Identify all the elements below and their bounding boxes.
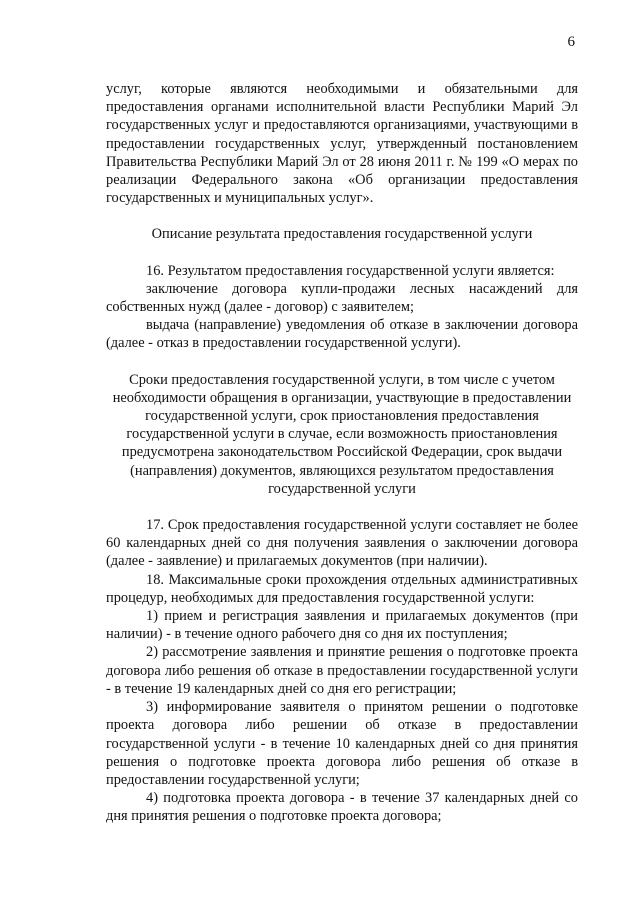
- page-number: 6: [567, 34, 575, 50]
- paragraph-18-item-3: 3) информирование заявителя о принятом решении о подготовке проекта договора либо решении об отказе в предоставлении государственной услуги - в течение 10 календарных дней со дня принятия решения о подготовке проекта договора либо решения об отказе в предоставлении государственной услуги;: [106, 699, 578, 788]
- intro-paragraph: услуг, которые являются необходимыми и обязательными для предоставления органами исполнительной власти Республики Марий Эл государственных услуг и предоставляются организациями, участвующими в предоставлении государственных услуг, утвержденный постановлением Правительства Республики Марий Эл от 28 июня 2011 г. № 199 «О мерах по реализации Федерального закона «Об организации предоставления государственных и муниципальных услуг».: [106, 81, 578, 207]
- paragraph-16: 16. Результатом предоставления государственной услуги является:: [146, 262, 555, 279]
- paragraph-17: 17. Срок предоставления государственной услуги составляет не более 60 календарных дней со дня получения заявления о заключении договора (далее - заявление) и прилагаемых документов (при наличии).: [106, 517, 578, 570]
- section-heading-result: Описание результата предоставления государственной услуги: [151, 226, 533, 243]
- paragraph-18: 18. Максимальные сроки прохождения отдельных административных процедур, необходимых для предоставления государственной услуги:: [106, 571, 578, 606]
- paragraph-18-item-4: 4) подготовка проекта договора - в течение 37 календарных дней со дня принятия решения о подготовке проекта договора;: [106, 790, 578, 825]
- document-body: [106, 80, 578, 826]
- paragraph-16-item-contract: заключение договора купли-продажи лесных насаждений для собственных нужд (далее - договор) с заявителем;: [106, 280, 578, 316]
- paragraph-18-item-2: 2) рассмотрение заявления и принятие решения о подготовке проекта договора либо решения об отказе в предоставлении государственной услуги - в течение 19 календарных дней со дня его регистрации;: [106, 644, 578, 697]
- section-heading-terms: Сроки предоставления государственной услуги, в том числе с учетом необходимости обращения в организации, участвующие в предоставлении государственной услуги, срок приостановления предоставления государственной услуги в случае, если возможность приостановления предусмотрена законодательством Российской Федерации, срок выдачи (направления) документов, являющихся результатом предоставления государственной услуги: [112, 371, 572, 497]
- paragraph-16-item-refusal: выдача (направление) уведомления об отказе в заключении договора (далее - отказ в предоставлении государственной услуги).: [106, 317, 578, 352]
- paragraph-18-item-1: 1) прием и регистрация заявления и прилагаемых документов (при наличии) - в течение одного рабочего дня со дня их поступления;: [106, 608, 578, 643]
